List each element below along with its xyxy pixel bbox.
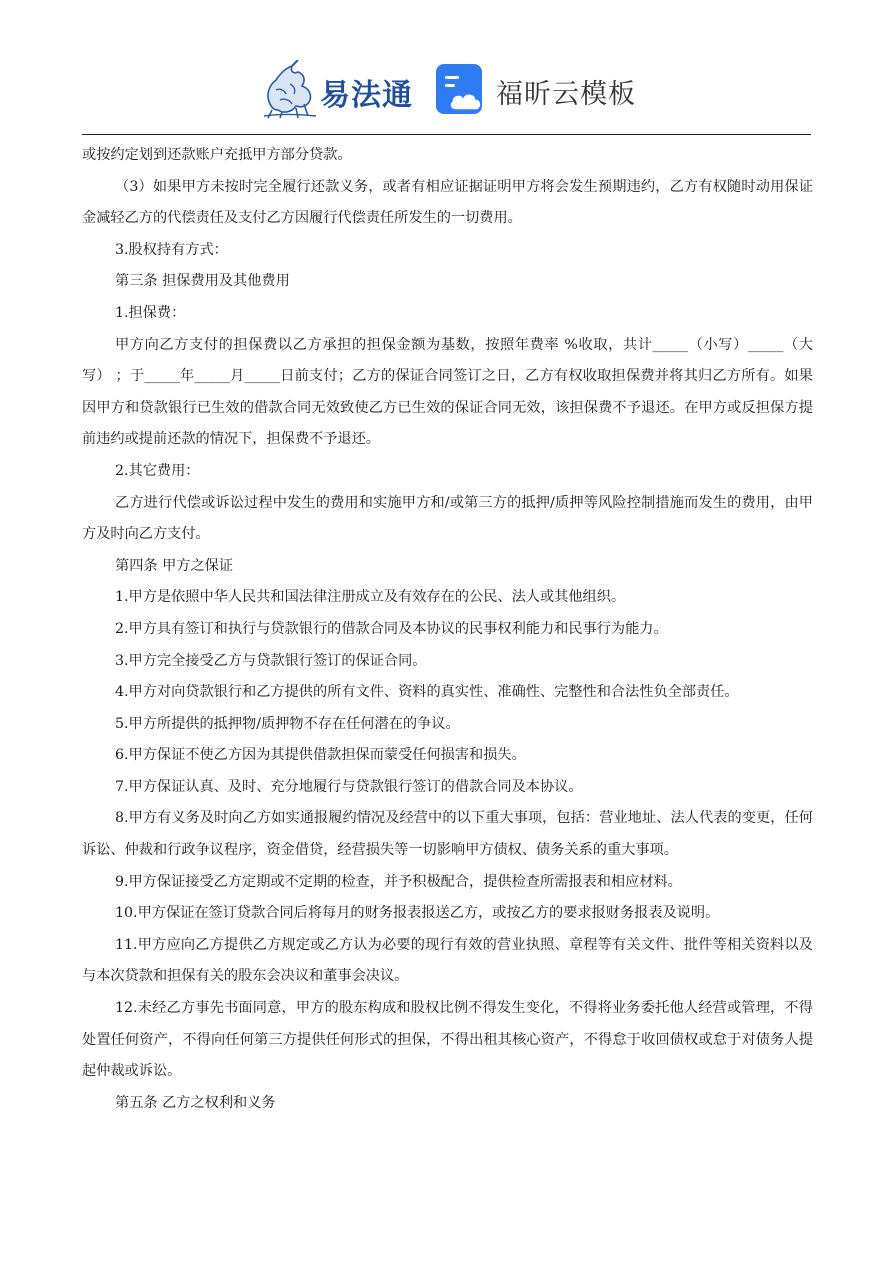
paragraph: 2.其它费用：: [115, 462, 200, 479]
document-cloud-icon: [436, 64, 486, 116]
list-item: 4.甲方对向贷款银行和乙方提供的所有文件、资料的真实性、准确性、完整性和合法性负全部责任。: [115, 684, 739, 701]
paragraph: 1.担保费：: [115, 304, 186, 321]
list-item: 8.甲方有义务及时向乙方如实通报履约情况及经营中的以下重大事项，包括：营业地址、法人代表的变更，任何诉讼、仲裁和行政争议程序，资金借贷，经营损失等一切影响甲方债权、债务关系的重大事项。: [82, 810, 813, 859]
section-heading: 第四条 甲方之保证: [115, 557, 234, 574]
yifatong-brand-text: 易法通: [320, 78, 413, 113]
section-heading: 第三条 担保费用及其他费用: [115, 273, 290, 290]
list-item: 7.甲方保证认真、及时、充分地履行与贷款银行签订的借款合同及本协议。: [115, 778, 583, 795]
fuxin-brand-text: 福昕云模板: [496, 79, 636, 110]
unicorn-emblem-icon: [262, 60, 318, 120]
list-item: 11.甲方应向乙方提供乙方规定或乙方认为必要的现行有效的营业执照、章程等有关文件、批件等相关资料以及与本次贷款和担保有关的股东会决议和董事会决议。: [82, 936, 813, 985]
paragraph: 3.股权持有方式：: [115, 241, 228, 258]
list-item: 12.未经乙方事先书面同意，甲方的股东构成和股权比例不得发生变化，不得将业务委托他人经营或管理，不得处置任何资产，不得向任何第三方提供任何形式的担保，不得出租其核心资产，不得怠于收回债权或怠于对债务人提起仲裁或诉讼。: [82, 1000, 813, 1080]
document-body: [82, 140, 813, 1119]
paragraph: （3）如果甲方未按时完全履行还款义务，或者有相应证据证明甲方将会发生预期违约，乙方有权随时动用保证金减轻乙方的代偿责任及支付乙方因履行代偿责任所发生的一切费用。: [82, 178, 813, 227]
paragraph: 或按约定划到还款账户充抵甲方部分贷款。: [82, 147, 352, 163]
list-item: 1.甲方是依照中华人民共和国法律注册成立及有效存在的公民、法人或其他组织。: [115, 589, 626, 606]
fuxin-logo: [436, 64, 646, 120]
list-item: 10.甲方保证在签订贷款合同后将每月的财务报表报送乙方，或按乙方的要求报财务报表及说明。: [115, 905, 720, 922]
list-item: 2.甲方具有签订和执行与贷款银行的借款合同及本协议的民事权利能力和民事行为能力。: [115, 620, 668, 637]
list-item: 9.甲方保证接受乙方定期或不定期的检查，并予积极配合，提供检查所需报表和相应材料。: [115, 873, 682, 890]
header-divider: [82, 134, 811, 135]
page-header: [0, 0, 893, 136]
yifatong-logo: [262, 60, 412, 120]
section-heading: 第五条 乙方之权利和义务: [115, 1094, 276, 1111]
list-item: 5.甲方所提供的抵押物/质押物不存在任何潜在的争议。: [115, 715, 460, 732]
list-item: 3.甲方完全接受乙方与贷款银行签订的保证合同。: [115, 652, 427, 669]
paragraph: 甲方向乙方支付的担保费以乙方承担的担保金额为基数，按照年费率 %收取，共计_____（小写）_____（大写） ；于_____年_____月_____日前支付；乙方的保证合同签订之日，乙方有权收取担保费并将其归乙方所有。如果因甲方和贷款银行已生效的借款合同无效致使乙方已生效的保证合同无效，该担保费不予退还。在甲方或反担保方提前违约或提前还款的情况下，担保费不予退还。: [82, 336, 813, 448]
paragraph: 乙方进行代偿或诉讼过程中发生的费用和实施甲方和/或第三方的抵押/质押等风险控制措施而发生的费用，由甲方及时向乙方支付。: [82, 494, 813, 543]
list-item: 6.甲方保证不使乙方因为其提供借款担保而蒙受任何损害和损失。: [115, 747, 526, 764]
